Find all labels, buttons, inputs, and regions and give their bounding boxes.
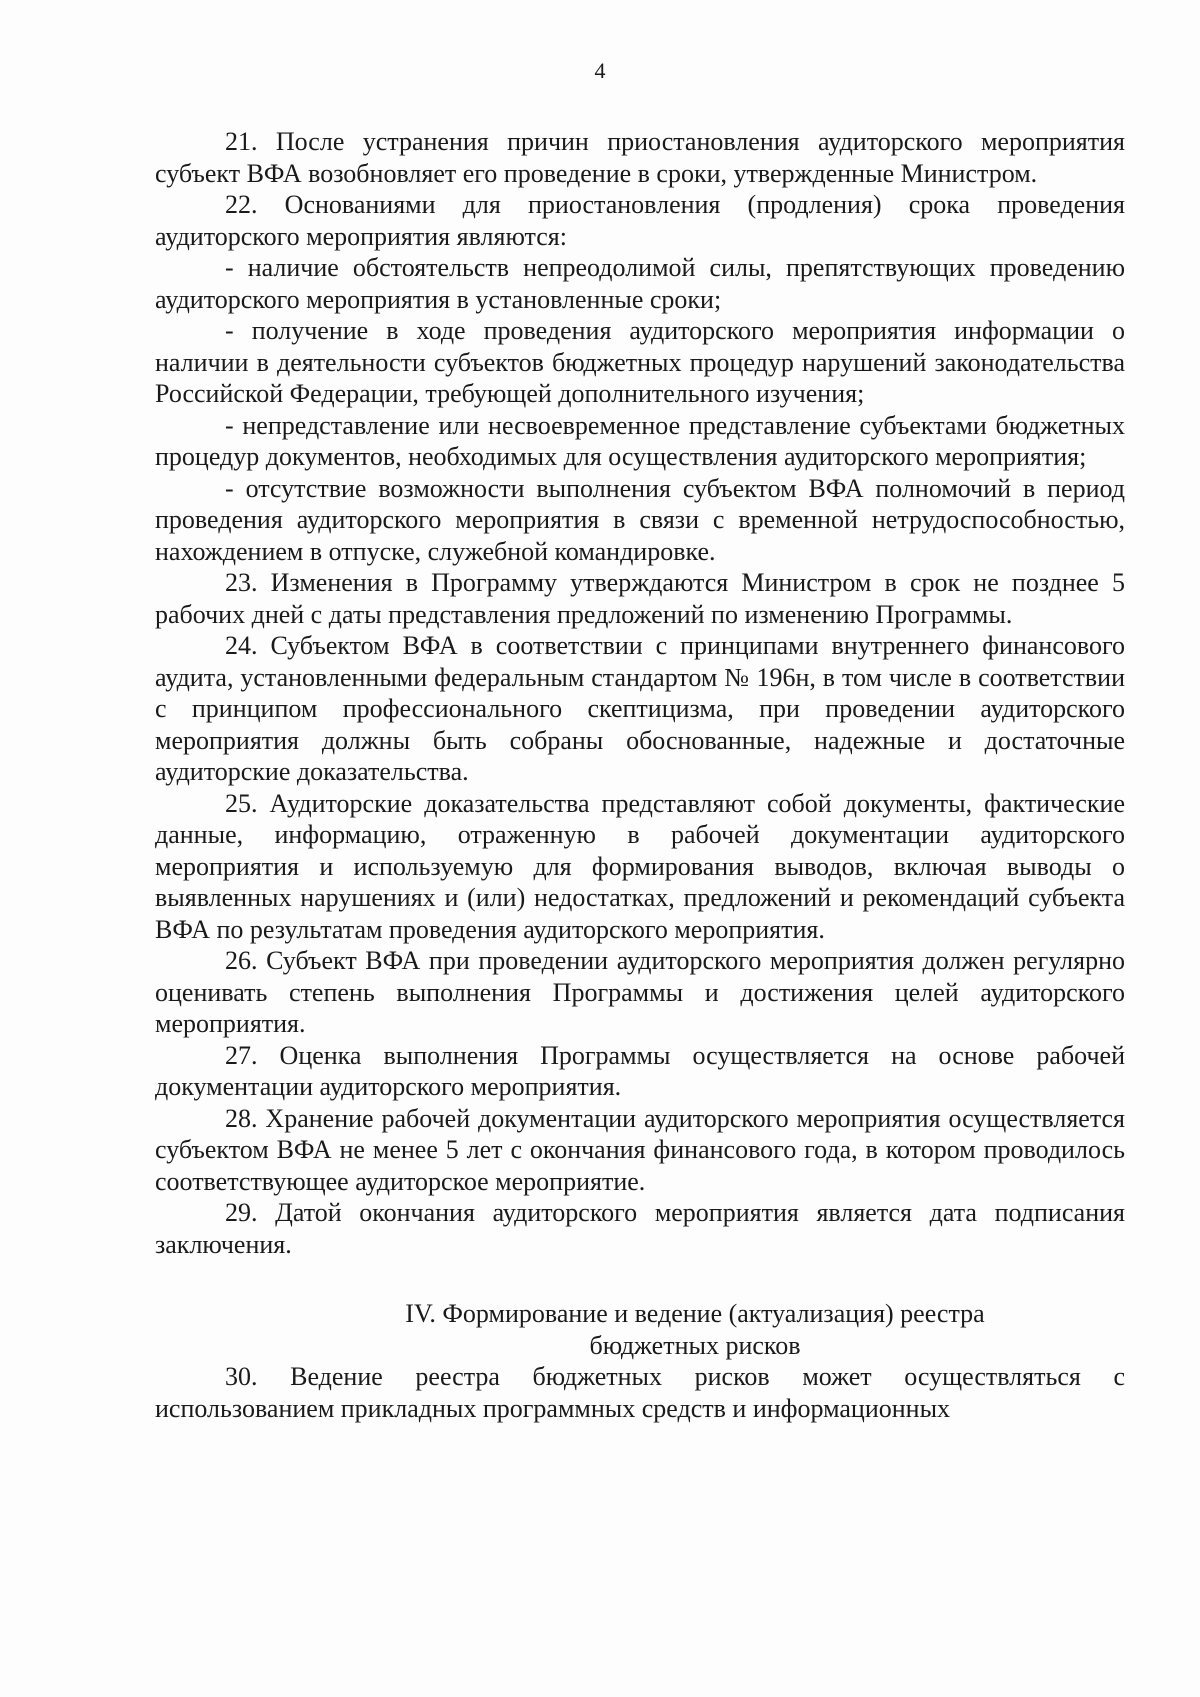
paragraph-29: 29. Датой окончания аудиторского мероприятия является дата подписания заключения. (155, 1198, 1125, 1259)
paragraph-28: 28. Хранение рабочей документации аудиторского мероприятия осуществляется субъектом ВФА не менее 5 лет с окончания финансового года, в котором проводилось соответствующее аудиторское мероприятие. (155, 1103, 1125, 1196)
paragraph-25: 25. Аудиторские доказательства представляют собой документы, фактические данные, информацию, отраженную в рабочей документации аудиторского мероприятия и используемую для формирования выводов, включая выводы о выявленных нарушениях и (или) недостатках, предложений и рекомендаций субъекта ВФА по результатам проведения аудиторского мероприятия. (155, 788, 1125, 944)
paragraph-21: 21. После устранения причин приостановления аудиторского мероприятия субъект ВФА возобновляет его проведение в сроки, утвержденные Министром. (155, 127, 1125, 188)
list-item-force-majeure: - наличие обстоятельств непреодолимой силы, препятствующих проведению аудиторского мероприятия в установленные сроки; (155, 253, 1125, 314)
paragraph-24: 24. Субъектом ВФА в соответствии с принципами внутреннего финансового аудита, установленными федеральным стандартом № 196н, в том числе в соответствии с принципом профессионального скептицизма, при проведении аудиторского мероприятия должны быть собраны обоснованные, надежные и достаточные аудиторские доказательства. (155, 631, 1125, 786)
paragraph-23: 23. Изменения в Программу утверждаются Министром в срок не позднее 5 рабочих дней с даты представления предложений по изменению Программы. (155, 568, 1125, 629)
list-item-violations-info: - получение в ходе проведения аудиторского мероприятия информации о наличии в деятельности субъектов бюджетных процедур нарушений законодательства Российской Федерации, требующей дополнительного изучения; (155, 316, 1125, 408)
paragraph-27: 27. Оценка выполнения Программы осуществляется на основе рабочей документации аудиторского мероприятия. (155, 1040, 1125, 1101)
section-heading (155, 1298, 1125, 1361)
list-item-absence: - отсутствие возможности выполнения субъектом ВФА полномочий в период проведения аудиторского мероприятия в связи с временной нетрудоспособностью, нахождением в отпуске, служебной командировке. (155, 473, 1125, 566)
paragraph-22: 22. Основаниями для приостановления (продления) срока проведения аудиторского мероприятия являются: (155, 190, 1125, 251)
section-heading-line-1: IV. Формирование и ведение (актуализация) реестра (405, 1299, 985, 1328)
paragraph-30: 30. Ведение реестра бюджетных рисков может осуществляться с использованием прикладных программных средств и информационных (155, 1362, 1125, 1423)
section-heading-line-2: бюджетных рисков (589, 1330, 801, 1360)
document-body (155, 126, 1125, 1424)
page-number: 4 (594, 58, 606, 83)
paragraph-26: 26. Субъект ВФА при проведении аудиторского мероприятия должен регулярно оценивать степень выполнения Программы и достижения целей аудиторского мероприятия. (155, 946, 1125, 1038)
list-item-documents-not-provided: - непредставление или несвоевременное представление субъектами бюджетных процедур документов, необходимых для осуществления аудиторского мероприятия; (155, 410, 1125, 471)
